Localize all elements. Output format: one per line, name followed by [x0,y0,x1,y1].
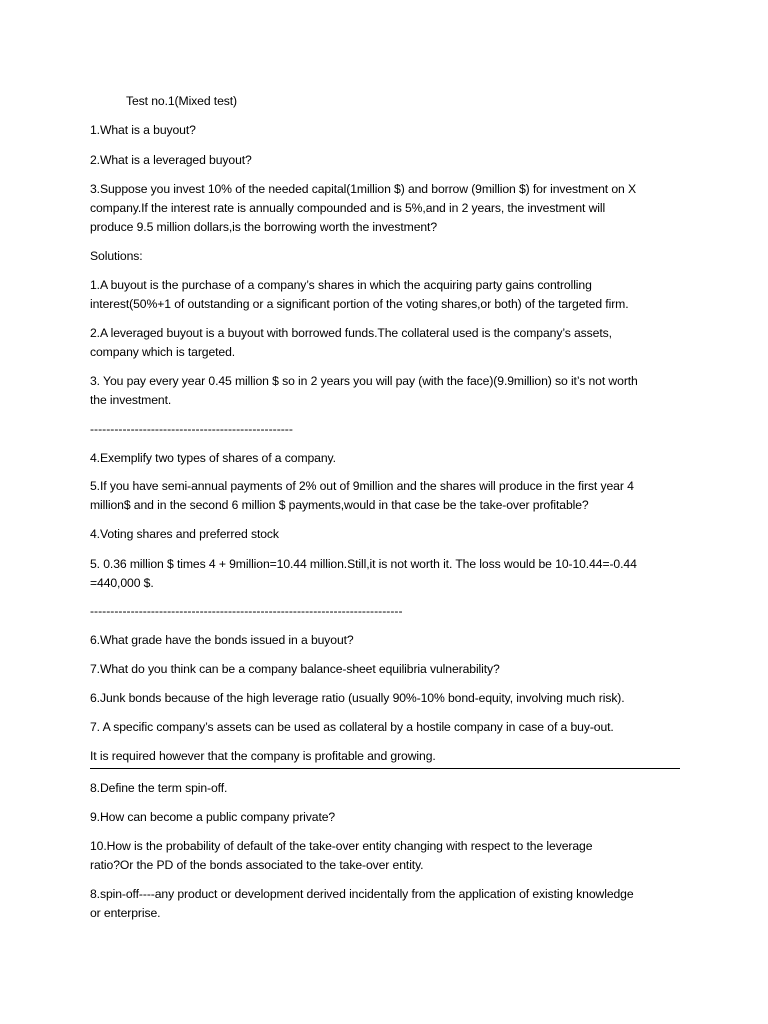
question-4: 4.Exemplify two types of shares of a company. [90,451,336,465]
question-5-line-1: 5.If you have semi-annual payments of 2% out of 9million and the shares will produce in the first year 4 [90,479,634,493]
answer-1-line-1: 1.A buyout is the purchase of a company’s shares in which the acquiring party gains controlling [90,278,592,292]
horizontal-rule [90,768,680,769]
question-3-line-3: produce 9.5 million dollars,is the borrowing worth the investment? [90,220,438,234]
solutions-heading: Solutions: [90,249,143,263]
question-3-line-1: 3.Suppose you invest 10% of the needed capital(1million $) and borrow (9million $) for investment on X [90,182,636,196]
document-title: Test no.1(Mixed test) [126,94,238,108]
answer-8-line-2: or enterprise. [90,906,161,920]
answer-5-line-1: 5. 0.36 million $ times 4 + 9million=10.44 million.Still,it is not worth it. The loss would be 10-10.44=-0.44 [90,557,637,571]
question-7: 7.What do you think can be a company balance-sheet equilibria vulnerability? [90,662,500,676]
separator-1: -------------------------------------------------- [90,422,293,436]
question-2: 2.What is a leveraged buyout? [90,153,252,167]
answer-2-line-2: company which is targeted. [90,345,236,359]
answer-3-line-2: the investment. [90,393,172,407]
answer-4: 4.Voting shares and preferred stock [90,527,279,541]
separator-2: ----------------------------------------------------------------------------- [90,604,403,618]
answer-6: 6.Junk bonds because of the high leverage ratio (usually 90%-10% bond-equity, involving much risk). [90,691,625,705]
answer-5-line-2: =440,000 $. [90,576,154,590]
question-1: 1.What is a buyout? [90,123,196,137]
answer-1-line-2: interest(50%+1 of outstanding or a significant portion of the voting shares,or both) of the targeted firm. [90,297,629,311]
question-10-line-1: 10.How is the probability of default of the take-over entity changing with respect to the leverage [90,839,593,853]
answer-8-line-1: 8.spin-off----any product or development derived incidentally from the application of existing knowledge [90,887,634,901]
question-8: 8.Define the term spin-off. [90,781,228,795]
answer-2-line-1: 2.A leveraged buyout is a buyout with borrowed funds.The collateral used is the company’s assets, [90,326,612,340]
answer-3-line-1: 3. You pay every year 0.45 million $ so in 2 years you will pay (with the face)(9.9million) so it’s not worth [90,374,638,388]
question-5-line-2: million$ and in the second 6 million $ payments,would in that case be the take-over profitable? [90,498,589,512]
question-10-line-2: ratio?Or the PD of the bonds associated to the take-over entity. [90,858,424,872]
question-3-line-2: company.If the interest rate is annually compounded and is 5%,and in 2 years, the investment will [90,201,606,215]
question-9: 9.How can become a public company private? [90,810,336,824]
answer-7: 7. A specific company’s assets can be used as collateral by a hostile company in case of a buy-out. [90,720,614,734]
answer-7-note: It is required however that the company is profitable and growing. [90,749,436,763]
question-6: 6.What grade have the bonds issued in a buyout? [90,633,354,647]
